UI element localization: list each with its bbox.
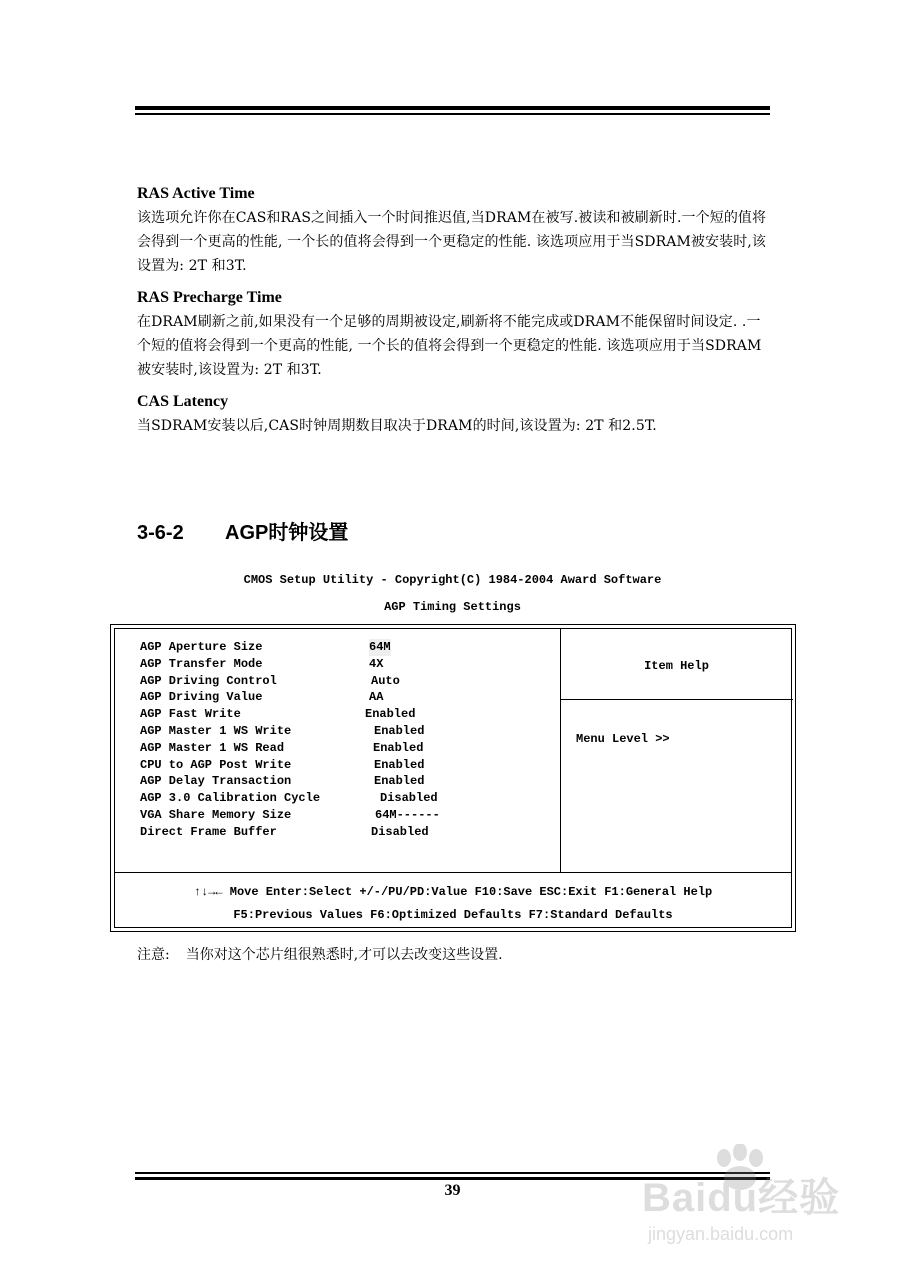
watermark	[620, 1142, 890, 1272]
setting-value[interactable]: 64M------	[375, 807, 440, 822]
item-help-title: Item Help	[644, 659, 709, 673]
header-rule	[135, 106, 770, 115]
section-body: 该选项允许你在CAS和RAS之间插入一个时间推迟值,当DRAM在被写.被读和被刷新时.一个短的值将会得到一个更高的性能, 一个长的值将会得到一个更稳定的性能. 该选项应用于当SDRAM被安装时,该设置为: 2T 和3T.	[137, 210, 767, 274]
section-title: CAS Latency	[137, 393, 229, 410]
setting-value[interactable]: Disabled	[380, 791, 438, 806]
footer-divider	[115, 872, 791, 873]
section-ras-active-time	[137, 184, 772, 278]
setting-label: AGP Delay Transaction	[140, 774, 292, 789]
section-body: 在DRAM刷新之前,如果没有一个足够的周期被设定,刷新将不能完成或DRAM不能保留时间设定. .一个短的值将会得到一个更高的性能, 一个长的值将会得到一个更稳定的性能. 该选项应用于当SDRAM被安装时,该设置为: 2T 和3T.	[137, 314, 762, 378]
menu-level-text: Menu Level >>	[576, 732, 670, 746]
setting-value[interactable]: Enabled	[374, 757, 425, 772]
section-cas-latency	[137, 392, 772, 438]
setting-label: AGP Master 1 WS Write	[140, 723, 292, 738]
section-title: RAS Precharge Time	[137, 289, 282, 306]
setting-value[interactable]: Enabled	[374, 723, 425, 738]
setting-label: AGP Transfer Mode	[140, 656, 263, 671]
setting-label: AGP Driving Control	[140, 673, 277, 688]
setting-label: Direct Frame Buffer	[140, 824, 277, 839]
watermark-url: jingyan.baidu.com	[648, 1224, 794, 1244]
note-label: 注意:	[137, 947, 170, 963]
setting-value[interactable]: Disabled	[371, 824, 429, 839]
setting-value[interactable]: AA	[369, 690, 384, 705]
setting-value[interactable]: Auto	[371, 673, 400, 688]
key-legend-line-1: ↑↓→← Move Enter:Select +/-/PU/PD:Value F10:Save ESC:Exit F1:General Help	[193, 885, 713, 899]
section-title: RAS Active Time	[137, 185, 255, 202]
key-legend-line-2: F5:Previous Values F6:Optimized Defaults F7:Standard Defaults	[233, 908, 673, 922]
section-body: 当SDRAM安装以后,CAS时钟周期数目取决于DRAM的时间,该设置为: 2T 和2.5T.	[137, 418, 657, 434]
setting-label: AGP Fast Write	[140, 707, 241, 722]
setting-label: VGA Share Memory Size	[140, 807, 292, 822]
note-text: 当你对这个芯片组很熟悉时,才可以去改变这些设置.	[185, 947, 503, 963]
heading-title: AGP时钟设置	[225, 522, 349, 544]
setting-value[interactable]: Enabled	[365, 707, 416, 722]
setting-label: AGP 3.0 Calibration Cycle	[140, 791, 321, 806]
setting-label: AGP Master 1 WS Read	[140, 740, 285, 755]
watermark-brand: Baidu经验	[642, 1176, 841, 1220]
bios-settings-panel	[110, 624, 796, 932]
setting-value[interactable]: 64M	[369, 640, 391, 654]
section-heading	[137, 518, 348, 548]
help-divider	[560, 699, 793, 700]
setting-value[interactable]: Enabled	[373, 740, 424, 755]
heading-number: 3-6-2	[137, 522, 184, 544]
page-number: 39	[444, 1182, 461, 1199]
cmos-title: CMOS Setup Utility - Copyright(C) 1984-2004 Award Software	[243, 573, 662, 587]
section-ras-precharge-time	[137, 288, 772, 382]
setting-value[interactable]: Enabled	[374, 774, 425, 789]
cmos-subtitle: AGP Timing Settings	[384, 600, 521, 614]
bios-panel-inner	[114, 628, 792, 928]
note	[137, 944, 503, 966]
setting-value[interactable]: 4X	[369, 656, 384, 671]
setting-label: CPU to AGP Post Write	[140, 757, 292, 772]
setting-label: AGP Aperture Size	[140, 640, 263, 654]
setting-label: AGP Driving Value	[140, 690, 263, 705]
